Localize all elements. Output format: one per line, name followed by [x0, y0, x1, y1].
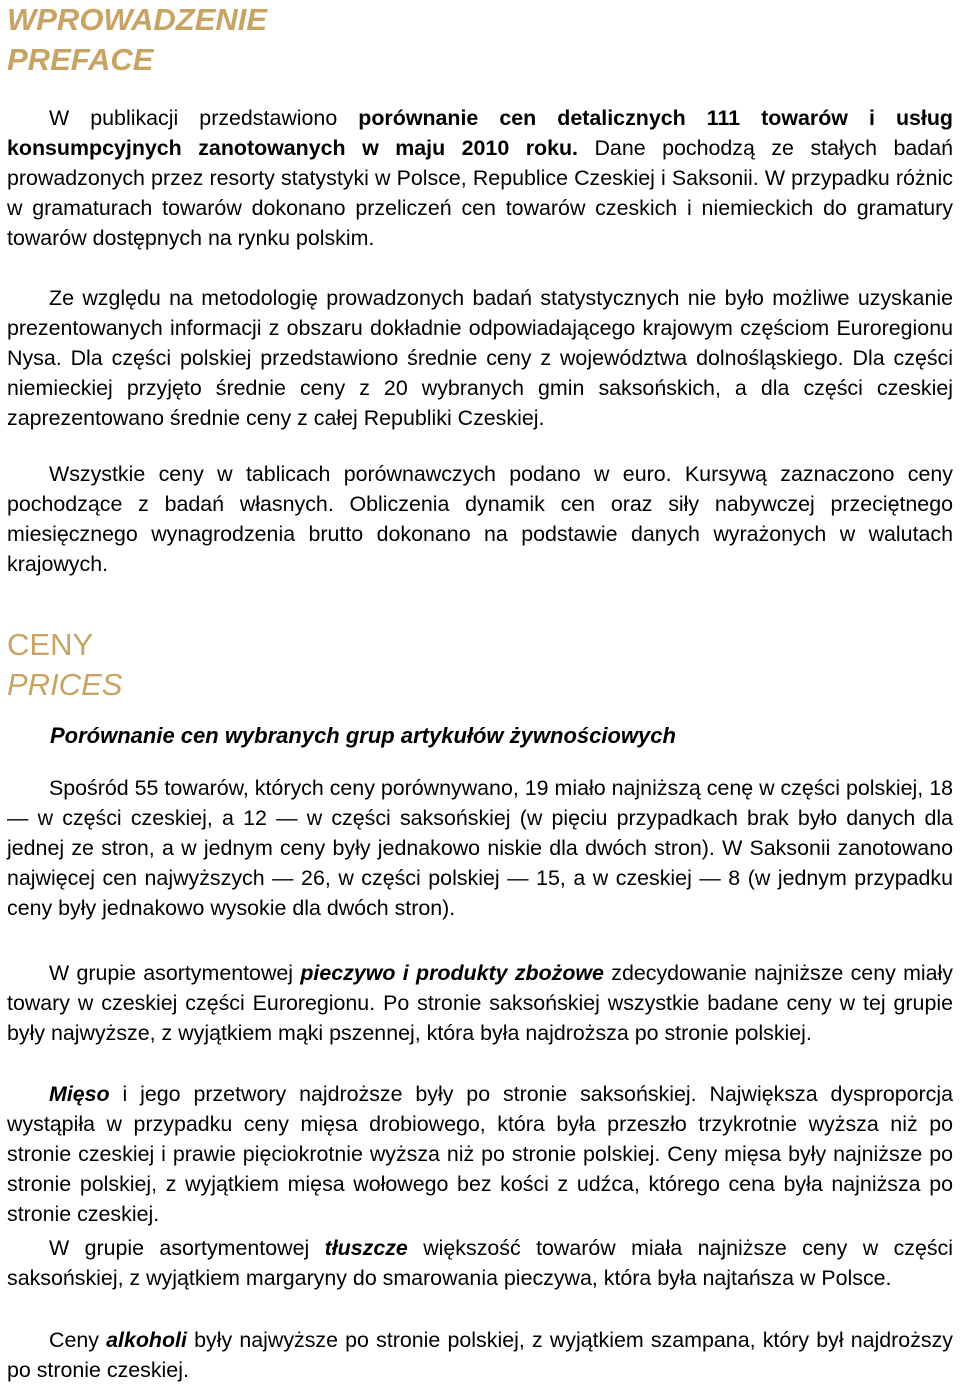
prices-p1-text: Spośród 55 towarów, których ceny porównywano, 19 miało najniższą cenę w części polskiej, 18 — w części czeskiej, a 12 — w części saksońskiej (w pięciu przypadkach brak było danych dla jednej ze stron, a w jednym ceny były jednakowo niskie dla dwóch stron). W Saksonii zanotowano najwięcej cen najwyższych — 26, w części polskiej — 15, a w czeskiej — 8 (w jednym przypadku ceny były jednakowo wysokie dla dwóch stron). [7, 776, 953, 920]
prices-paragraph-4 [7, 1233, 953, 1293]
prices-paragraph-1 [7, 773, 953, 923]
prices-p4-start: W grupie asortymentowej [49, 1236, 325, 1260]
preface-p1-end: Dane pochodzą ze stałych badań prowadzonych przez resorty statystyki w Polsce, Republice Czeskiej i Saksonii. W przypadku różnic w gramaturach towarów dokonano przeliczeń cen towarów czeskich i niemieckich do gramatury towarów dostępnych na rynku polskim. [7, 136, 953, 250]
prices-p3-end: i jego przetwory najdroższe były po stronie saksońskiej. Największa dysproporcja wystąpiła w przypadku ceny mięsa drobiowego, która była przeszło trzykrotnie wyższa niż po stronie czeskiej i prawie pięciokrotnie wyższa niż po stronie polskiej. Ceny mięsa były najniższe po stronie polskiej, z wyjątkiem mięsa wołowego bez kości z udźca, którego cena była najniższa po stronie czeskiej. [7, 1082, 953, 1226]
preface-paragraph-3 [7, 459, 953, 579]
preface-title-en: PREFACE [7, 42, 154, 77]
prices-p2-start: W grupie asortymentowej [49, 961, 301, 985]
preface-heading [7, 0, 267, 80]
preface-paragraph-2 [7, 283, 953, 433]
prices-p3-emphasis: Mięso [49, 1082, 110, 1106]
prices-paragraph-5 [7, 1325, 953, 1385]
preface-p1-start: W publikacji przedstawiono [49, 106, 359, 130]
preface-p1-bold: porównanie cen detalicznych 111 towarów i usług konsumpcyjnych zanotowanych w maju 2010 roku. [7, 106, 954, 160]
preface-p2-text: Ze względu na metodologię prowadzonych badań statystycznych nie było możliwe uzyskanie prezentowanych informacji z obszaru dokładnie odpowiadającego krajowym częściom Euroregionu Nysa. Dla części polskiej przedstawiono średnie ceny z województwa dolnośląskiego. Dla części niemieckiej przyjęto średnie ceny z 20 wybranych gmin saksońskich, a dla części czeskiej zaprezentowano średnie ceny z całej Republiki Czeskiej. [7, 286, 953, 430]
preface-title-pl: WPROWADZENIE [7, 2, 268, 37]
preface-p3-text: Wszystkie ceny w tablicach porównawczych podano w euro. Kursywą zaznaczono ceny pochodzące z badań własnych. Obliczenia dynamik cen oraz siły nabywczej przeciętnego miesięcznego wynagrodzenia brutto dokonano na podstawie danych wyrażonych w walutach krajowych. [7, 462, 953, 576]
prices-p5-start: Ceny [49, 1328, 107, 1352]
prices-title-pl: CENY [7, 627, 94, 662]
prices-paragraph-2 [7, 958, 953, 1048]
prices-p5-emphasis: alkoholi [106, 1328, 187, 1352]
preface-paragraph-1 [7, 103, 953, 253]
prices-p4-end: większość towarów miała najniższe ceny w części saksońskiej, z wyjątkiem margaryny do smarowania pieczywa, która była najtańsza w Polsce. [7, 1236, 953, 1290]
prices-p4-emphasis: tłuszcze [324, 1236, 408, 1260]
prices-paragraph-3 [7, 1079, 953, 1229]
prices-title-en: PRICES [7, 667, 123, 702]
prices-p5-end: były najwyższe po stronie polskiej, z wyjątkiem szampana, który był najdroższy po stronie czeskiej. [7, 1328, 953, 1382]
prices-p2-emphasis: pieczywo i produkty zbożowe [300, 961, 604, 985]
prices-subtitle: Porównanie cen wybranych grup artykułów żywnościowych [50, 723, 676, 748]
prices-heading [7, 625, 122, 705]
prices-p2-end: zdecydowanie najniższe ceny miały towary w czeskiej części Euroregionu. Po stronie saksońskiej wszystkie badane ceny w tej grupie były najwyższe, z wyjątkiem mąki pszennej, która była najdroższa po stronie polskiej. [7, 961, 953, 1045]
